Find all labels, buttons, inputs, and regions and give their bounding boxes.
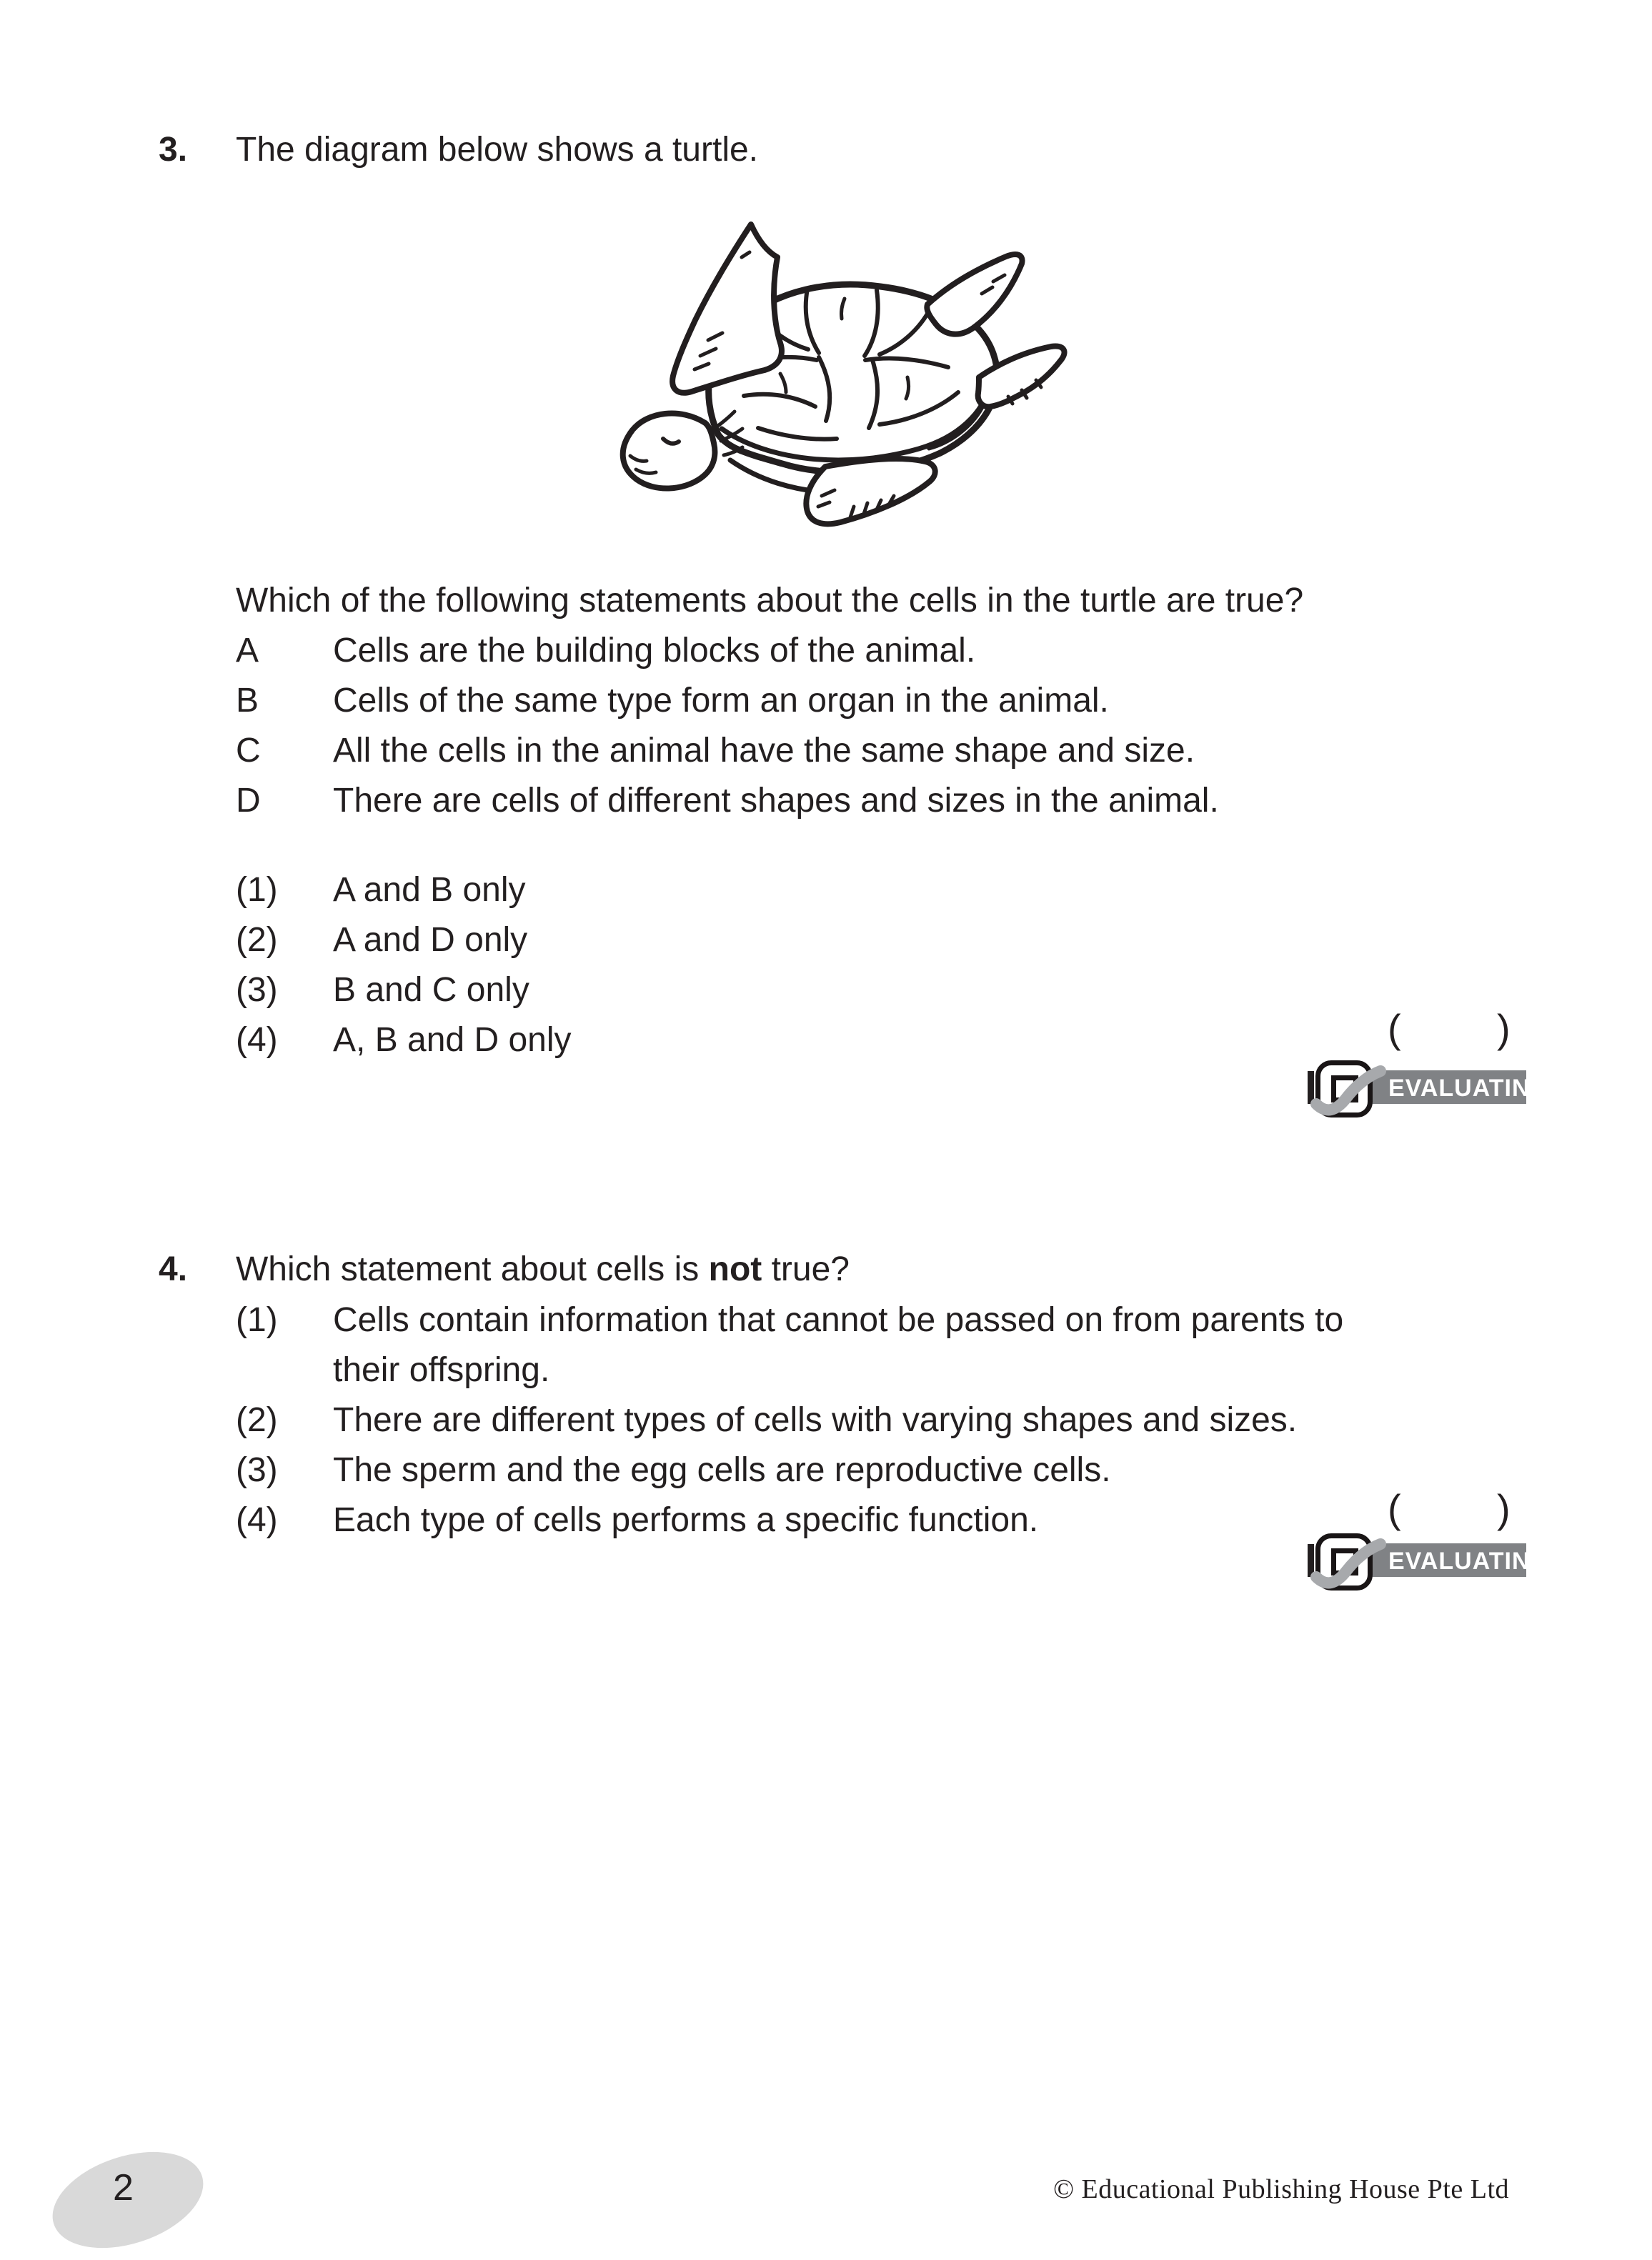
- option-row: [236, 1015, 572, 1065]
- option-text: A and B only: [333, 871, 526, 909]
- option-label: (2): [236, 1401, 278, 1439]
- statement-label: A: [236, 632, 259, 669]
- turtle-head: [623, 414, 715, 489]
- statement-text: Cells are the building blocks of the animal.: [333, 632, 976, 669]
- question-4-options: [236, 1295, 1405, 1545]
- statement-text: All the cells in the animal have the same shape and size.: [333, 732, 1195, 770]
- turtle-front-right-flipper: [927, 254, 1022, 334]
- option-label: (3): [236, 971, 278, 1009]
- option-row: [236, 1295, 1405, 1395]
- evaluating-badge: [1305, 1060, 1550, 1119]
- option-row: [236, 865, 572, 915]
- question-4-header: [159, 1247, 850, 1293]
- option-text: A and D only: [333, 921, 528, 959]
- statement-row: [236, 776, 1303, 826]
- answer-open-paren: (: [1388, 1486, 1401, 1531]
- check-mark-icon: [1312, 1540, 1386, 1594]
- checkbox-icon: [1315, 1060, 1373, 1117]
- option-row: [236, 1395, 1405, 1445]
- turtle-figure: [593, 213, 1079, 531]
- option-text: The sperm and the egg cells are reproductive cells.: [333, 1451, 1111, 1489]
- option-text: Each type of cells performs a specific function.: [333, 1501, 1039, 1539]
- option-row: [236, 915, 572, 965]
- option-row: [236, 1495, 1405, 1545]
- statement-text: Cells of the same type form an organ in the animal.: [333, 682, 1109, 720]
- statement-label: C: [236, 732, 261, 770]
- option-row: [236, 965, 572, 1015]
- statement-label: B: [236, 682, 259, 720]
- evaluating-badge: [1305, 1533, 1550, 1592]
- answer-close-paren: ): [1497, 1486, 1511, 1531]
- question-3-body: [236, 576, 1303, 826]
- checkbox-icon: [1315, 1533, 1373, 1591]
- turtle-front-left-flipper: [672, 224, 782, 393]
- option-text: B and C only: [333, 971, 529, 1009]
- question-4-text: Which statement about cells is: [236, 1250, 709, 1288]
- page-number: 2: [113, 2167, 134, 2209]
- question-4-text-end: true?: [762, 1250, 850, 1288]
- turtle-rear-left-flipper: [806, 459, 935, 524]
- question-3-options: [236, 865, 572, 1065]
- answer-close-paren: ): [1497, 1006, 1511, 1051]
- option-text: A, B and D only: [333, 1021, 572, 1059]
- question-3-question: Which of the following statements about the cells in the turtle are true?: [236, 582, 1304, 619]
- option-label: (2): [236, 921, 278, 959]
- question-4-number: 4.: [159, 1250, 188, 1288]
- answer-open-paren: (: [1388, 1006, 1401, 1051]
- statement-text: There are cells of different shapes and sizes in the animal.: [333, 782, 1219, 820]
- question-3-intro: The diagram below shows a turtle.: [236, 131, 759, 169]
- option-label: (1): [236, 871, 278, 909]
- option-label: (1): [236, 1301, 278, 1339]
- option-row: [236, 1445, 1405, 1495]
- option-label: (4): [236, 1021, 278, 1059]
- check-mark-icon: [1312, 1067, 1386, 1121]
- question-3-header: [159, 127, 758, 173]
- question-4-question: [236, 1247, 850, 1293]
- option-label: (4): [236, 1501, 278, 1539]
- badge-label: EVALUATING: [1388, 1548, 1550, 1575]
- question-3-number: 3.: [159, 131, 188, 169]
- option-text: Cells contain information that cannot be passed on from parents to their offspring.: [333, 1301, 1344, 1389]
- statement-row: [236, 676, 1303, 726]
- statement-row: [236, 626, 1303, 676]
- question-4-not-bold: not: [708, 1250, 762, 1288]
- copyright-text: © Educational Publishing House Pte Ltd: [1053, 2174, 1509, 2204]
- turtle-illustration: [593, 213, 1079, 531]
- statement-label: D: [236, 782, 261, 820]
- option-text: There are different types of cells with varying shapes and sizes.: [333, 1401, 1298, 1439]
- option-label: (3): [236, 1451, 278, 1489]
- badge-label: EVALUATING: [1388, 1075, 1550, 1102]
- statement-row: [236, 726, 1303, 776]
